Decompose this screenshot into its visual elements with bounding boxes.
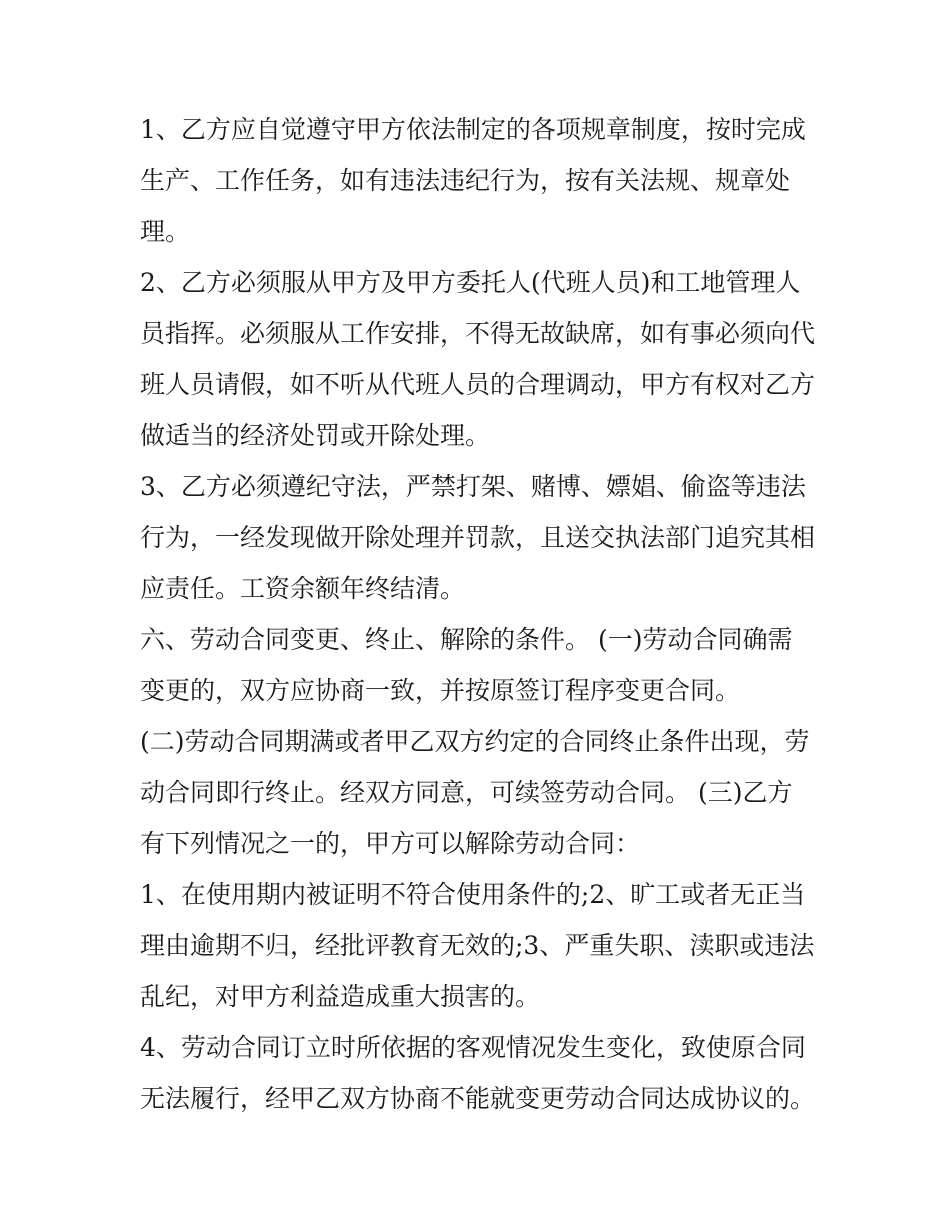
text-line: 生产、工作任务，如有违法违纪行为，按有关法规、规章处 — [140, 166, 791, 195]
text-line: 变更的，双方应协商一致，并按原签订程序变更合同。 — [140, 676, 741, 705]
document-body — [140, 104, 816, 1124]
text-line: 乱纪，对甲方利益造成重大损害的。 — [140, 982, 541, 1011]
text-line: 4、劳动合同订立时所依据的客观情况发生变化，致使原合同 — [140, 1033, 806, 1062]
text-line: 员指挥。必须服从工作安排，不得无故缺席，如有事必须向代 — [140, 319, 816, 348]
text-line: 理。 — [140, 217, 191, 246]
text-line: 3、乙方必须遵纪守法，严禁打架、赌博、嫖娼、偷盗等违法 — [140, 472, 806, 501]
text-line: 班人员请假，如不听从代班人员的合理调动，甲方有权对乙方 — [140, 370, 816, 399]
text-line: 做适当的经济处罚或开除处理。 — [140, 421, 491, 450]
text-line: 1、乙方应自觉遵守甲方依法制定的各项规章制度，按时完成 — [140, 115, 806, 144]
text-line: 无法履行，经甲乙双方协商不能就变更劳动合同达成协议的。 — [140, 1084, 816, 1113]
text-line: 理由逾期不归，经批评教育无效的;3、严重失职、渎职或违法 — [140, 931, 815, 960]
text-line: 1、在使用期内被证明不符合使用条件的;2、旷工或者无正当 — [140, 880, 806, 909]
text-line: 行为，一经发现做开除处理并罚款，且送交执法部门追究其相 — [140, 523, 816, 552]
text-line: (二)劳动合同期满或者甲乙双方约定的合同终止条件出现，劳 — [140, 727, 810, 756]
text-line: 有下列情况之一的，甲方可以解除劳动合同： — [140, 829, 641, 858]
text-line: 六、劳动合同变更、终止、解除的条件。 (一)劳动合同确需 — [140, 625, 793, 654]
text-line: 应责任。工资余额年终结清。 — [140, 574, 466, 603]
text-line: 2、乙方必须服从甲方及甲方委托人(代班人员)和工地管理人 — [140, 268, 801, 297]
text-line: 动合同即行终止。经双方同意，可续签劳动合同。 (三)乙方 — [140, 778, 793, 807]
